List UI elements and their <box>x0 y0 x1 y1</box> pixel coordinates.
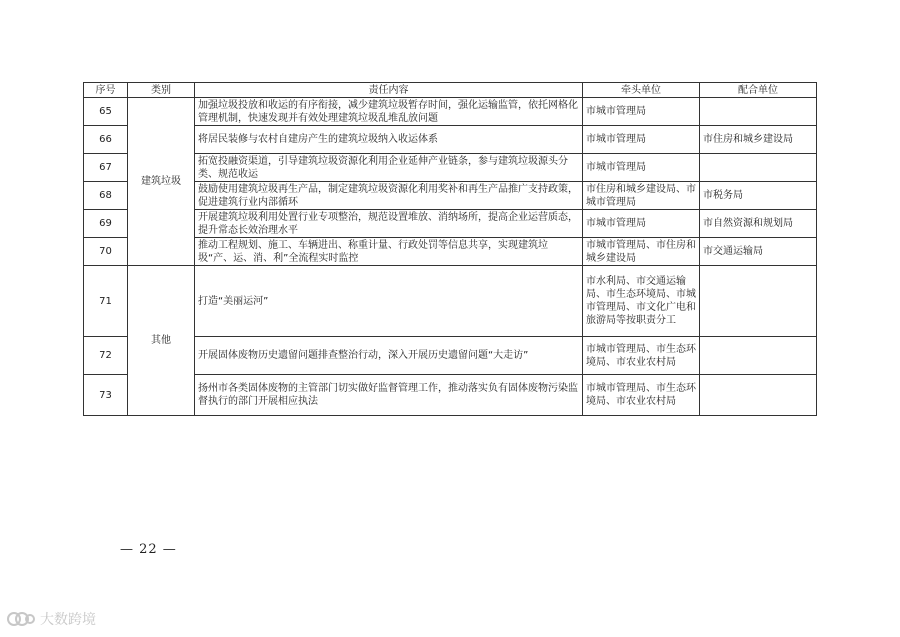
row-content: 打造“美丽运河” <box>195 266 583 337</box>
row-lead-unit: 市城市管理局、市生态环境局、市农业农村局 <box>583 375 700 416</box>
row-lead-unit: 市城市管理局 <box>583 154 700 182</box>
row-content: 推动工程规划、施工、车辆进出、称重计量、行政处罚等信息共享，实现建筑垃圾“产、运、消、利”全流程实时监控 <box>195 238 583 266</box>
responsibility-table <box>83 82 817 416</box>
row-number: 67 <box>84 154 128 182</box>
row-coop-unit <box>700 98 817 126</box>
row-content: 鼓励使用建筑垃圾再生产品，制定建筑垃圾资源化利用奖补和再生产品推广支持政策，促进建筑行业内部循环 <box>195 182 583 210</box>
row-number: 65 <box>84 98 128 126</box>
chain-logo-icon <box>6 609 36 629</box>
row-lead-unit: 市住房和城乡建设局、市城市管理局 <box>583 182 700 210</box>
row-number: 70 <box>84 238 128 266</box>
row-lead-unit: 市城市管理局、市住房和城乡建设局 <box>583 238 700 266</box>
header-coop-unit: 配合单位 <box>700 83 817 98</box>
category-cell: 其他 <box>128 266 195 416</box>
row-lead-unit: 市城市管理局 <box>583 210 700 238</box>
row-content: 开展建筑垃圾利用处置行业专项整治，规范设置堆放、消纳场所，提高企业运营质态，提升常态长效治理水平 <box>195 210 583 238</box>
table-row <box>84 266 817 337</box>
row-number: 68 <box>84 182 128 210</box>
header-no: 序号 <box>84 83 128 98</box>
watermark <box>6 608 96 630</box>
row-coop-unit: 市交通运输局 <box>700 238 817 266</box>
row-lead-unit: 市城市管理局 <box>583 98 700 126</box>
row-coop-unit <box>700 337 817 375</box>
header-category: 类别 <box>128 83 195 98</box>
row-coop-unit: 市自然资源和规划局 <box>700 210 817 238</box>
row-coop-unit <box>700 266 817 337</box>
row-coop-unit <box>700 154 817 182</box>
row-number: 69 <box>84 210 128 238</box>
table-row <box>84 98 817 126</box>
table-header-row <box>84 83 817 98</box>
row-lead-unit: 市城市管理局、市生态环境局、市农业农村局 <box>583 337 700 375</box>
row-lead-unit: 市城市管理局 <box>583 126 700 154</box>
row-coop-unit: 市住房和城乡建设局 <box>700 126 817 154</box>
row-lead-unit: 市水利局、市交通运输局、市生态环境局、市城市管理局、市文化广电和旅游局等按职责分工 <box>583 266 700 337</box>
row-number: 71 <box>84 266 128 337</box>
row-content: 开展固体废物历史遗留问题排查整治行动，深入开展历史遗留问题“大走访” <box>195 337 583 375</box>
row-number: 66 <box>84 126 128 154</box>
row-number: 72 <box>84 337 128 375</box>
row-number: 73 <box>84 375 128 416</box>
row-content: 加强垃圾投放和收运的有序衔接，减少建筑垃圾暂存时间，强化运输监管，依托网格化管理机制，快速发现并有效处理建筑垃圾乱堆乱放问题 <box>195 98 583 126</box>
row-content: 将居民装修与农村自建房产生的建筑垃圾纳入收运体系 <box>195 126 583 154</box>
header-lead-unit: 牵头单位 <box>583 83 700 98</box>
row-content: 扬州市各类固体废物的主管部门切实做好监督管理工作，推动落实负有固体废物污染监督执行的部门开展相应执法 <box>195 375 583 416</box>
row-coop-unit <box>700 375 817 416</box>
header-content: 责任内容 <box>195 83 583 98</box>
watermark-text: 大数跨境 <box>40 612 96 628</box>
row-coop-unit: 市税务局 <box>700 182 817 210</box>
page-number: — 22 — <box>120 542 177 557</box>
row-content: 拓宽投融资渠道，引导建筑垃圾资源化利用企业延伸产业链条，参与建筑垃圾源头分类、规范收运 <box>195 154 583 182</box>
category-cell: 建筑垃圾 <box>128 98 195 266</box>
